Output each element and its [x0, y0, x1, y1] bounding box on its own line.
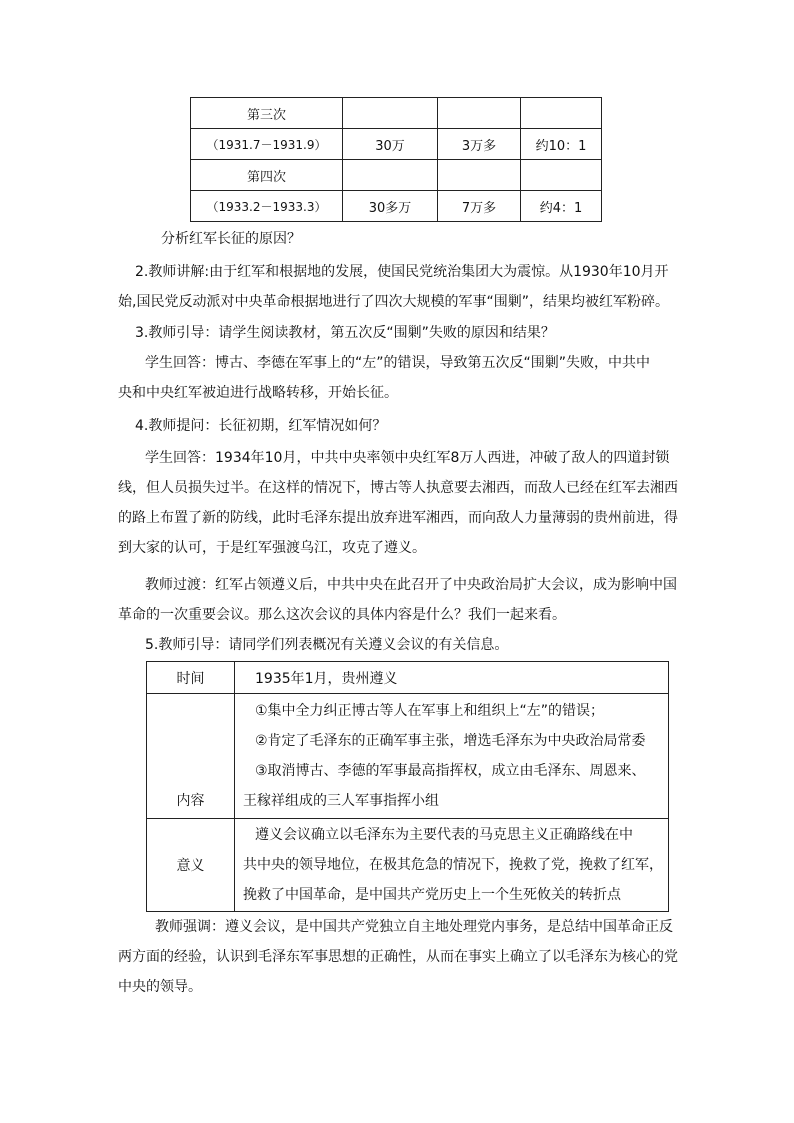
table-row	[147, 819, 669, 912]
period-range-cell: （1931.7－1931.9）	[191, 129, 343, 160]
period-title-cell: 第四次	[191, 160, 343, 191]
enemy-force-cell: 30万	[343, 129, 438, 160]
campaign-table	[190, 97, 602, 222]
table-row	[191, 160, 602, 191]
student-answer-4: 学生回答：1934年10月，中共中央率领中央红军8万人西进，冲破了敌人的四道封锁 线，但人员损失过半。在这样的情况下，博古等人执意要去湘西，而敌人已经在红军去湘西 的路上布置了新的防线，此时毛泽东提出放弃进军湘西，而向敌人力量薄弱的贵州前进，得 到大家的认可，于是红军强渡乌江，攻克了遵义。	[118, 450, 678, 556]
student-answer-3: 学生回答：博古、李德在军事上的“左”的错误，导致第五次反“围剿”失败，中共中 央和中央红军被迫进行战略转移，开始长征。	[118, 355, 651, 401]
teacher-question-4: 4.教师提问：长征初期，红军情况如何？	[135, 418, 387, 434]
time-value: 1935年1月，贵州遵义	[235, 662, 669, 694]
content-value: ①集中全力纠正博古等人在军事上和组织上“左”的错误； ②肯定了毛泽东的正确军事主张，增选毛泽东为中央政治局常委 ③取消博古、李德的军事最高指挥权，成立由毛泽东、周恩来、 王稼祥组成的三人军事指挥小组	[235, 694, 669, 819]
zunyi-meeting-table	[146, 661, 669, 912]
content-label: 内容	[176, 793, 205, 809]
red-army-cell: 3万多	[438, 129, 521, 160]
teacher-lecture-paragraph: 2.教师讲解:由于红军和根据地的发展，使国民党统治集团大为震惊。从1930年10月开 始,国民党反动派对中央革命根据地进行了四次大规模的军事“围剿”，结果均被红军粉碎。	[118, 264, 669, 310]
analysis-question: 分析红军长征的原因？	[161, 231, 301, 247]
meaning-value: 遵义会议确立以毛泽东为主要代表的马克思主义正确路线在中 共中央的领导地位，在极其危急的情况下，挽救了党，挽救了红军， 挽救了中国革命，是中国共产党历史上一个生死攸关的转折点	[235, 819, 669, 912]
time-label: 时间	[147, 662, 235, 694]
teacher-guide-3: 3.教师引导：请学生阅读教材，第五次反“围剿”失败的原因和结果？	[135, 325, 555, 341]
table-row	[191, 129, 602, 160]
table-row	[147, 662, 669, 694]
red-army-cell: 7万多	[438, 191, 521, 222]
table-row	[191, 191, 602, 222]
table-row	[147, 694, 669, 819]
period-range-cell: （1933.2－1933.3）	[191, 191, 343, 222]
ratio-cell: 约4：1	[521, 191, 602, 222]
table-row	[191, 98, 602, 129]
meaning-label: 意义	[147, 819, 235, 912]
teacher-emphasis: 教师强调：遵义会议，是中国共产党独立自主地处理党内事务，是总结中国革命正反 两方面的经验，认识到毛泽东军事思想的正确性，从而在事实上确立了以毛泽东为核心的党 中央的领导。	[118, 919, 678, 995]
period-title-cell: 第三次	[191, 98, 343, 129]
teacher-guide-5: 5.教师引导：请同学们列表概况有关遵义会议的有关信息。	[145, 637, 509, 653]
enemy-force-cell: 30多万	[343, 191, 438, 222]
ratio-cell: 约10：1	[521, 129, 602, 160]
teacher-transition: 教师过渡：红军占领遵义后，中共中央在此召开了中央政治局扩大会议，成为影响中国 革命的一次重要会议。那么这次会议的具体内容是什么？我们一起来看。	[118, 577, 677, 623]
